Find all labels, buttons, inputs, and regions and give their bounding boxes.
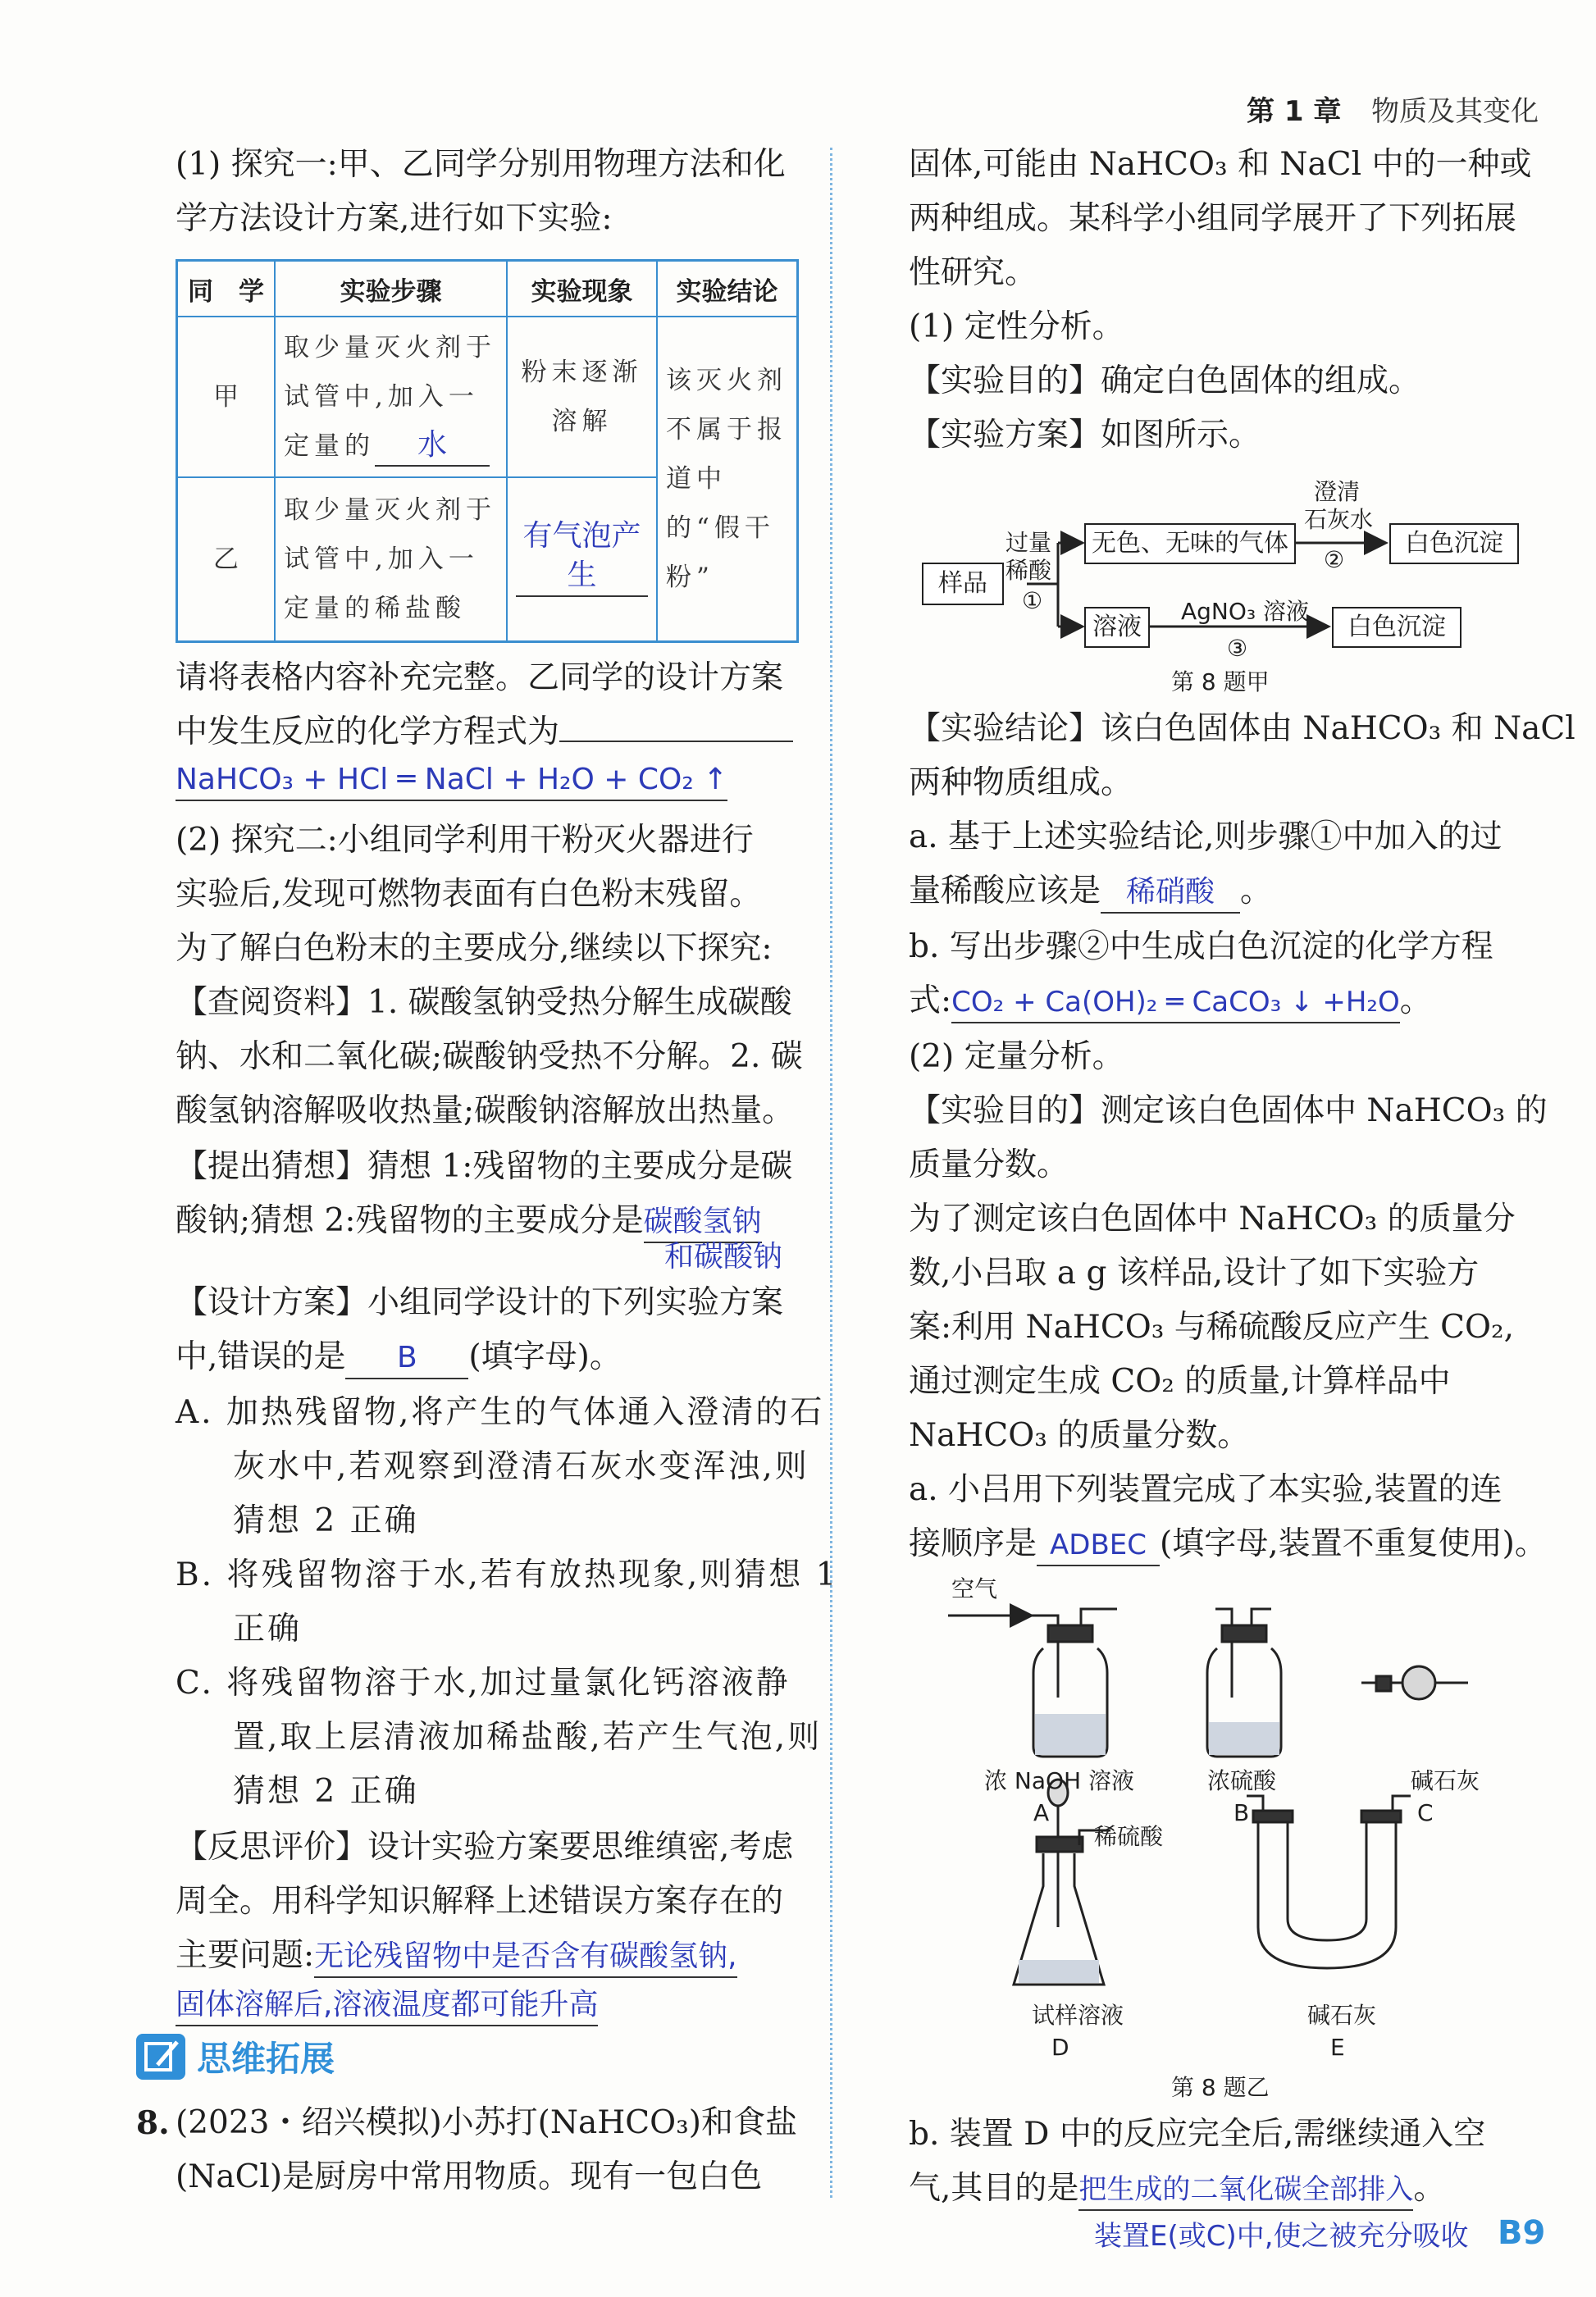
option-c-line-2: 置,取上层清液加稀盐酸,若产生气泡,则 xyxy=(233,1719,823,1756)
flow-sample: 样品 xyxy=(922,563,1004,605)
order-answer: ADBEC xyxy=(1037,1525,1160,1566)
flow-gas: 无色、无味的气体 xyxy=(1084,523,1296,564)
left-line-14-suffix: (填字母)。 xyxy=(468,1338,622,1375)
right-line-23: b. 装置 D 中的反应完全后,需继续通入空 xyxy=(909,2116,1486,2153)
right-line-1: 固体,可能由 NaHCO₃ 和 NaCl 中的一种或 xyxy=(909,146,1532,183)
left-line-14 xyxy=(176,1330,622,1384)
acid-answer: 稀硝酸 xyxy=(1101,873,1240,914)
right-line-2: 两种组成。某科学小组同学展开了下列拓展 xyxy=(909,200,1517,237)
flow-step-3: ③ xyxy=(1227,635,1248,662)
flow-caption: 第 8 题甲 xyxy=(1171,668,1270,695)
table-header-steps: 实验步骤 xyxy=(275,261,507,317)
tube-c-letter: C xyxy=(1417,1799,1434,1826)
column-divider xyxy=(830,148,832,2198)
air-label: 空气 xyxy=(951,1575,998,1602)
u-tube-e-letter: E xyxy=(1330,2034,1345,2061)
left-line-10: 酸氢钠溶解吸收热量;碳酸钠溶解放出热量。 xyxy=(176,1092,795,1129)
right-line-22 xyxy=(909,1517,1547,1571)
table-header-phenomenon: 实验现象 xyxy=(507,261,657,317)
option-a-line-2: 灰水中,若观察到澄清石灰水变浑浊,则 xyxy=(233,1448,809,1485)
flow-step-2: ② xyxy=(1324,546,1345,573)
left-line-13: 【设计方案】小组同学设计的下列实验方案 xyxy=(176,1284,784,1321)
option-b-line-1: B. 将残留物溶于水,若有放热现象,则猜想 1 xyxy=(176,1556,839,1593)
left-line-17 xyxy=(176,1929,737,1983)
left-line-7: 为了解白色粉末的主要成分,继续以下探究: xyxy=(176,930,773,967)
right-line-6: 【实验方案】如图所示。 xyxy=(909,417,1261,453)
flow-limewater-1: 澄清 xyxy=(1314,478,1361,505)
row2-phenomenon xyxy=(507,477,657,641)
right-line-17: 数,小吕取 a g 该样品,设计了如下实验方 xyxy=(909,1255,1480,1292)
flow-solution: 溶液 xyxy=(1084,607,1150,648)
chapter-number: 第 1 章 xyxy=(1247,95,1342,128)
flow-reagent-2: 稀酸 xyxy=(1005,557,1052,584)
conclusion-cell: 该灭火剂不属于报道中的“假干粉” xyxy=(657,317,798,641)
purpose-answer-line-2: 装置E(或C)中,使之被充分吸收 xyxy=(1094,2220,1469,2253)
left-line-6: 实验后,发现可燃物表面有白色粉末残留。 xyxy=(176,876,762,913)
right-line-21: a. 小吕用下列装置完成了本实验,装置的连 xyxy=(909,1471,1503,1508)
left-line-2: 学方法设计方案,进行如下实验: xyxy=(176,200,613,237)
table-header-student: 同 学 xyxy=(177,261,275,317)
question-8-number: 8. xyxy=(136,2104,170,2142)
row1-phenomenon: 粉末逐渐溶解 xyxy=(507,317,657,477)
left-line-15: 【反思评价】设计实验方案要思维缜密,考虑 xyxy=(176,1829,794,1866)
row2-step: 取少量灭火剂于试管中,加入一定量的稀盐酸 xyxy=(275,477,507,641)
right-line-13: (2) 定量分析。 xyxy=(909,1038,1124,1075)
flow-reagent-1: 过量 xyxy=(1005,529,1052,556)
option-c-line-3: 猜想 2 正确 xyxy=(233,1773,419,1810)
right-line-22-suffix: (填字母,装置不重复使用)。 xyxy=(1160,1525,1547,1562)
left-line-5: (2) 探究二:小组同学利用干粉灭火器进行 xyxy=(176,822,754,859)
left-line-14-text: 中,错误的是 xyxy=(176,1338,346,1375)
row2-student: 乙 xyxy=(177,477,275,641)
equation-2-answer: CO₂ + Ca(OH)₂ ═ CaCO₃ ↓ +H₂O xyxy=(951,982,1400,1023)
question-8-line-1: (2023・绍兴模拟)小苏打(NaHCO₃)和食盐 xyxy=(176,2104,797,2141)
left-line-11: 【提出猜想】猜想 1:残留物的主要成分是碳 xyxy=(176,1148,793,1185)
apparatus-caption: 第 8 题乙 xyxy=(1171,2074,1270,2101)
flow-step-1: ① xyxy=(1022,587,1043,614)
guess-answer-2: 和碳酸钠 xyxy=(664,1240,783,1274)
left-line-9: 钠、水和二氧化碳;碳酸钠受热不分解。2. 碳 xyxy=(176,1038,803,1075)
right-line-12-text: 式: xyxy=(909,982,952,1019)
right-line-24-text: 气,其目的是 xyxy=(909,2170,1079,2207)
choice-answer: B xyxy=(345,1338,468,1379)
equation-answer-text: NaHCO₃ + HCl ═ NaCl + H₂O + CO₂ ↑ xyxy=(176,760,727,801)
left-line-1: (1) 探究一:甲、乙同学分别用物理方法和化 xyxy=(176,146,786,183)
right-line-3: 性研究。 xyxy=(909,254,1037,291)
drying-tube-c xyxy=(1361,1666,1468,1699)
right-line-8: 两种物质组成。 xyxy=(909,764,1133,801)
row1-step xyxy=(275,317,507,477)
bottle-b-letter: B xyxy=(1233,1799,1250,1826)
flask-d-label: 试样溶液 xyxy=(1032,2002,1124,2029)
right-line-12: 式:CO₂ + Ca(OH)₂ ═ CaCO₃ ↓ +H₂O。 xyxy=(909,974,1432,1028)
left-line-8: 【查阅资料】1. 碳酸氢钠受热分解生成碳酸 xyxy=(176,984,792,1021)
right-line-10-text: 量稀酸应该是 xyxy=(909,873,1101,909)
experiment-table xyxy=(176,259,799,643)
guess-answer-1: 碳酸氢钠 xyxy=(644,1202,762,1243)
right-line-16: 为了测定该白色固体中 NaHCO₃ 的质量分 xyxy=(909,1201,1516,1237)
chapter-header xyxy=(1247,89,1539,129)
right-line-20: NaHCO₃ 的质量分数。 xyxy=(909,1417,1250,1454)
section-title: 思维拓展 xyxy=(197,2039,335,2079)
flow-agno3: AgNO₃ 溶液 xyxy=(1181,598,1310,625)
pencil-note-icon xyxy=(136,2034,185,2080)
flask-d-letter: D xyxy=(1051,2034,1069,2061)
flow-precipitate-2: 白色沉淀 xyxy=(1332,607,1461,648)
right-line-5: 【实验目的】确定白色固体的组成。 xyxy=(909,362,1421,399)
question-8-line-2: (NaCl)是厨房中常用物质。现有一包白色 xyxy=(176,2158,763,2195)
right-line-19: 通过测定生成 CO₂ 的质量,计算样品中 xyxy=(909,1363,1451,1400)
reflect-answer-2: 固体溶解后,溶液温度都可能升高 xyxy=(176,1985,598,2026)
purpose-answer-1: 把生成的二氧化碳全部排入 xyxy=(1078,2170,1413,2211)
reflect-answer-line-2 xyxy=(176,1978,598,2032)
right-line-11: b. 写出步骤②中生成白色沉淀的化学方程 xyxy=(909,928,1493,965)
reflect-answer-1: 无论残留物中是否含有碳酸氢钠, xyxy=(314,1937,736,1978)
u-tube-e-label: 碱石灰 xyxy=(1307,2002,1377,2029)
bottle-a-letter: A xyxy=(1033,1799,1050,1826)
bottle-a xyxy=(948,1609,1117,1757)
right-line-24: 气,其目的是把生成的二氧化碳全部排入。 xyxy=(909,2162,1445,2216)
row1-student: 甲 xyxy=(177,317,275,477)
equation-answer xyxy=(176,753,727,807)
option-b-line-2: 正确 xyxy=(233,1611,303,1648)
table-header-conclusion: 实验结论 xyxy=(657,261,798,317)
row2-phenomenon-answer: 有气泡产生 xyxy=(516,517,648,597)
right-line-9: a. 基于上述实验结论,则步骤①中加入的过 xyxy=(909,818,1503,855)
option-a-line-3: 猜想 2 正确 xyxy=(233,1502,419,1539)
flow-limewater-2: 石灰水 xyxy=(1304,506,1374,533)
right-line-18: 案:利用 NaHCO₃ 与稀硫酸反应产生 CO₂, xyxy=(909,1309,1515,1346)
left-line-12-text: 酸钠;猜想 2:残留物的主要成分是 xyxy=(176,1202,644,1239)
option-a-line-1: A. 加热残留物,将产生的气体通入澄清的石 xyxy=(176,1394,825,1431)
page-number: B9 xyxy=(1498,2214,1546,2252)
u-tube-e xyxy=(1247,1796,1411,1968)
left-line-16: 周全。用科学知识解释上述错误方案存在的 xyxy=(176,1883,784,1920)
left-line-4 xyxy=(176,705,793,759)
right-line-14: 【实验目的】测定该白色固体中 NaHCO₃ 的 xyxy=(909,1092,1548,1129)
row1-step-text: 取少量灭火剂于试管中,加入一定量的 xyxy=(283,333,496,461)
chapter-title: 物质及其变化 xyxy=(1371,95,1539,128)
section-icon xyxy=(136,2034,185,2080)
right-line-4: (1) 定性分析。 xyxy=(909,308,1124,345)
flow-precipitate-1: 白色沉淀 xyxy=(1389,523,1519,564)
right-line-10: 量稀酸应该是 稀硝酸 。 xyxy=(909,864,1272,918)
row1-step-answer: 水 xyxy=(375,426,490,467)
left-line-4-text: 中发生反应的化学方程式为 xyxy=(176,713,560,750)
bottle-a-label: 浓 NaOH 溶液 xyxy=(984,1767,1134,1794)
option-c-line-1: C. 将残留物溶于水,加过量氯化钙溶液静 xyxy=(176,1665,791,1702)
flask-d-acid-label: 稀硫酸 xyxy=(1094,1823,1164,1850)
tube-c-label: 碱石灰 xyxy=(1411,1767,1480,1794)
right-line-22-text: 接顺序是 xyxy=(909,1525,1037,1562)
bottle-b xyxy=(1207,1609,1281,1757)
left-line-17-text: 主要问题: xyxy=(176,1937,315,1974)
equation-blank xyxy=(559,741,793,742)
left-line-3: 请将表格内容补充完整。乙同学的设计方案 xyxy=(176,659,784,696)
flask-d xyxy=(1014,1780,1110,1985)
right-line-15: 质量分数。 xyxy=(909,1146,1069,1183)
right-line-7: 【实验结论】该白色固体由 NaHCO₃ 和 NaCl xyxy=(909,710,1575,747)
bottle-b-label: 浓硫酸 xyxy=(1207,1767,1277,1794)
